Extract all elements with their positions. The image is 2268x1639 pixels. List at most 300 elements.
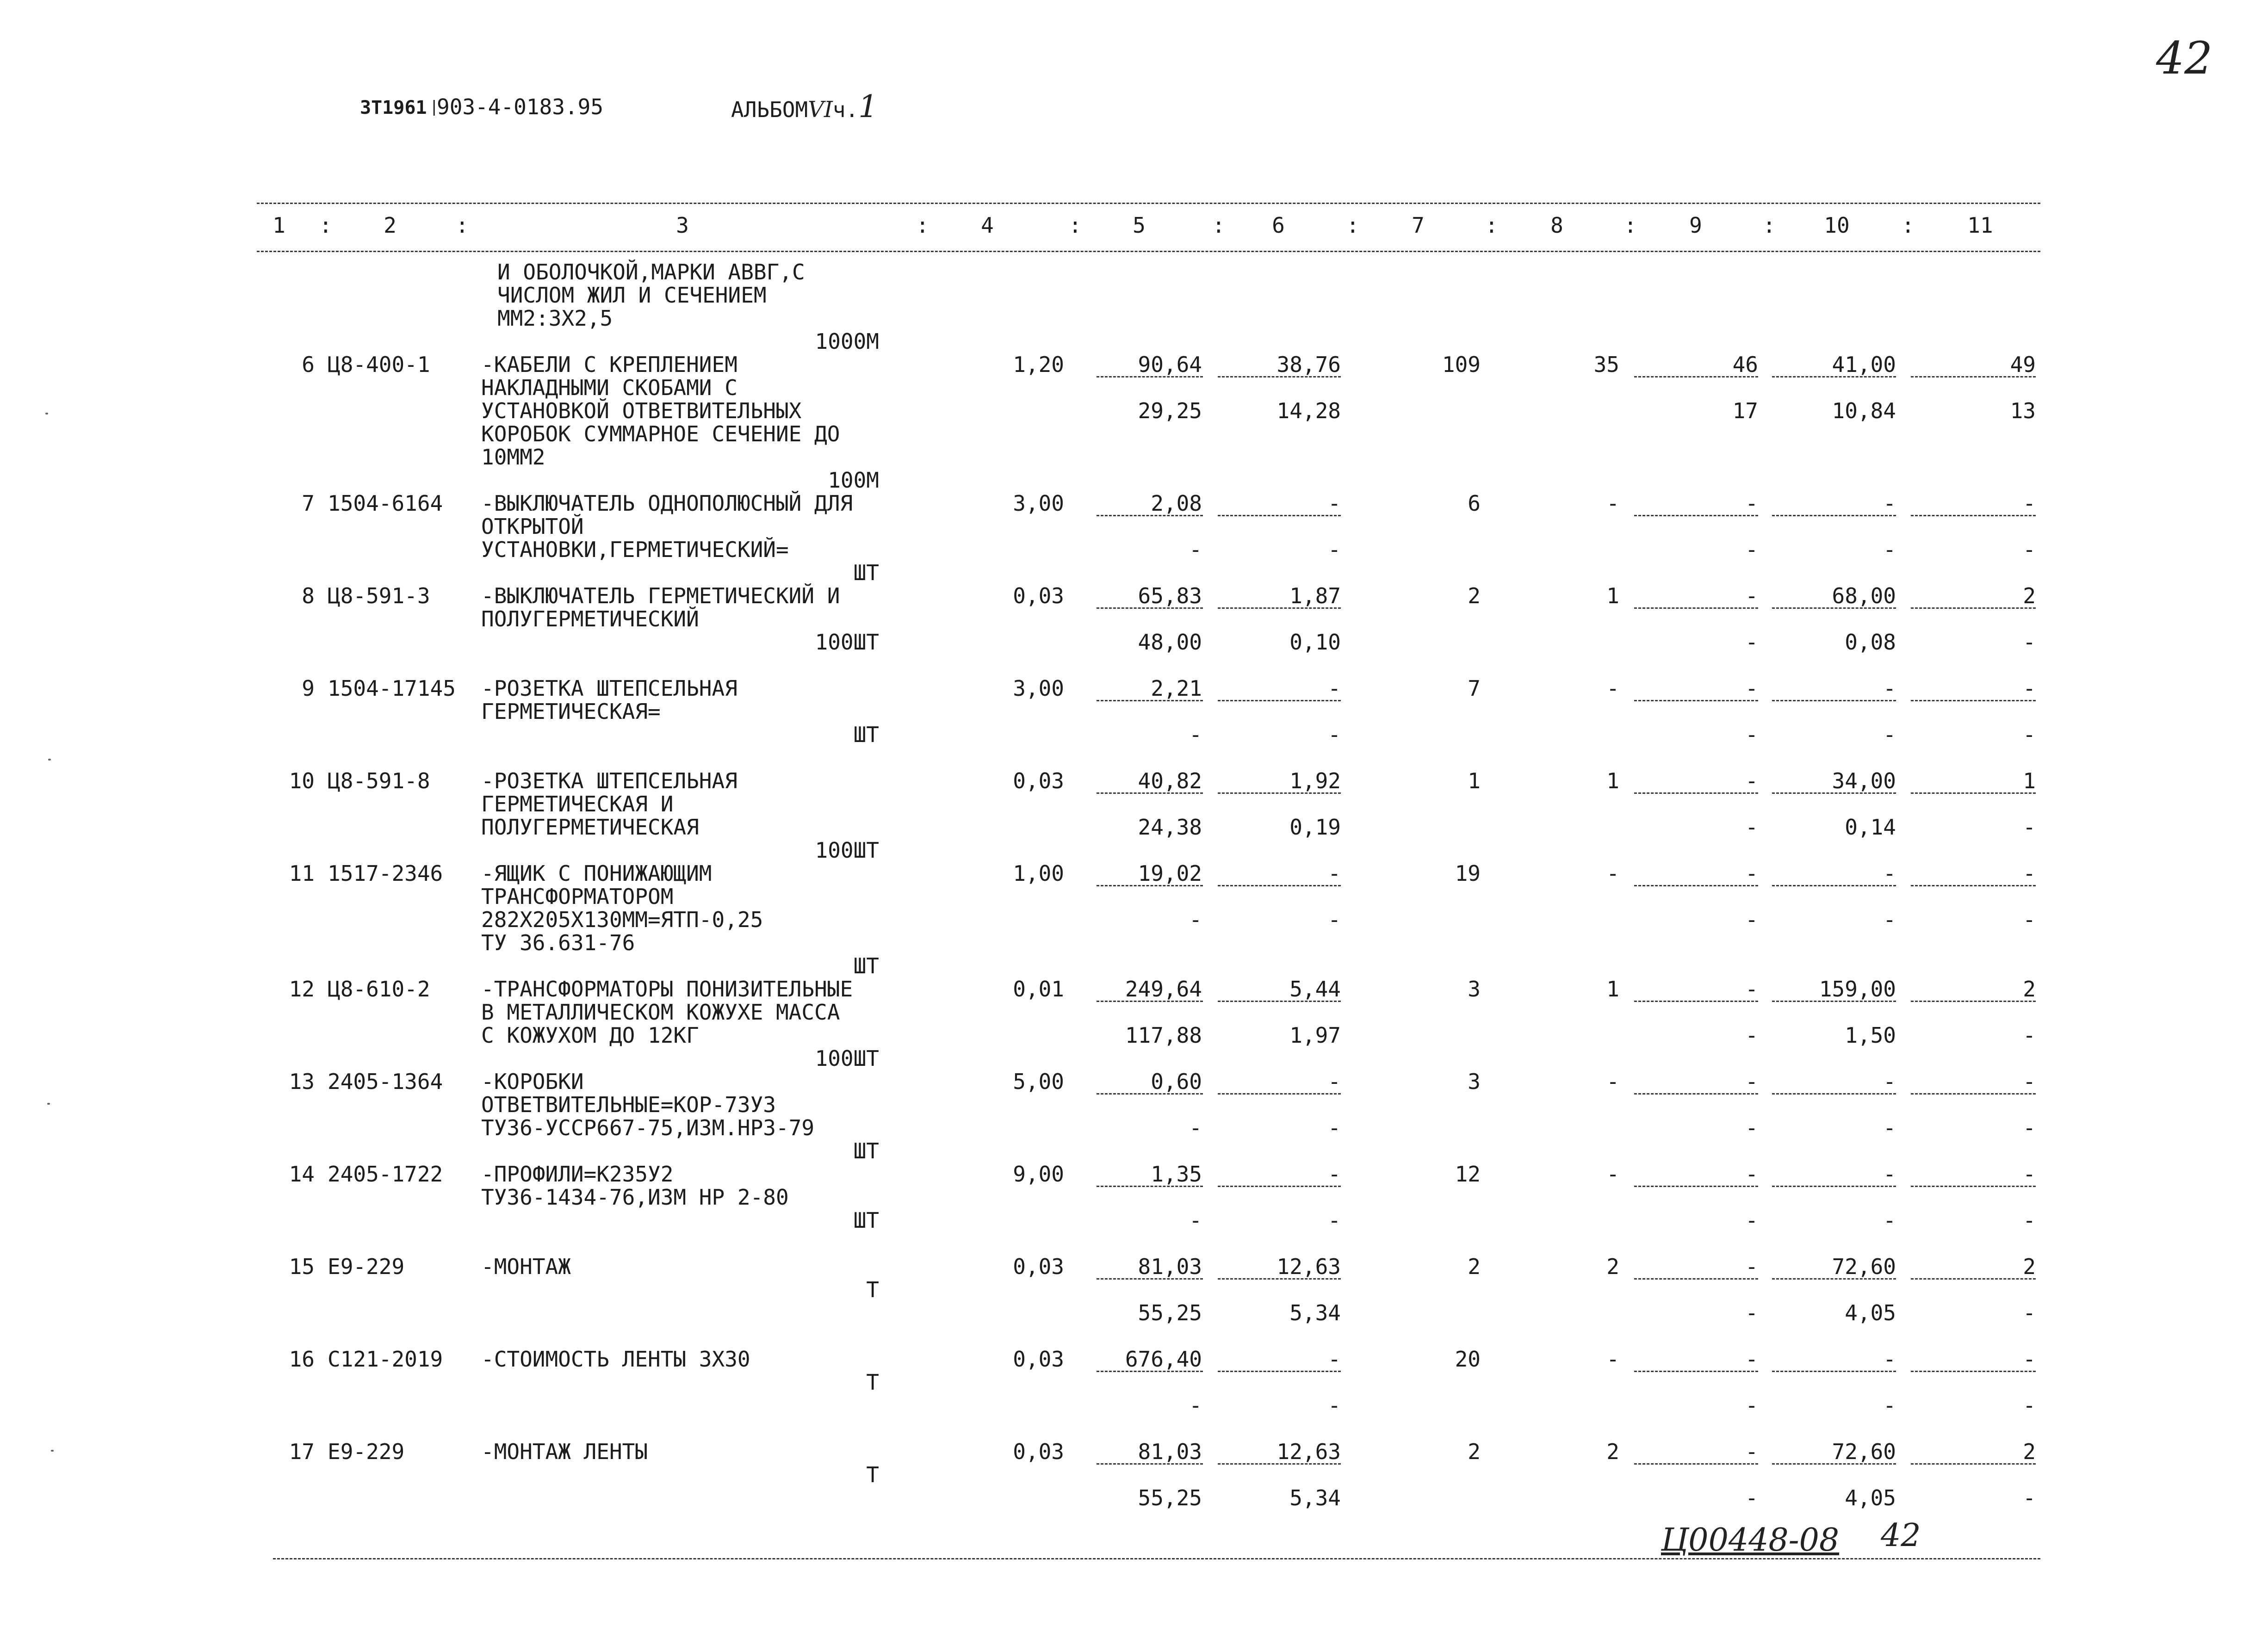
col9-bottom: -	[1745, 1023, 1758, 1048]
col9-top: -	[1745, 1069, 1758, 1094]
col11-top: -	[2023, 676, 2036, 701]
col8-value: -	[1606, 861, 1619, 886]
cell-separator-rule	[1772, 515, 1896, 516]
cell-separator-rule	[1218, 515, 1341, 516]
row-code: Ц8-400-1	[328, 352, 430, 377]
cell-separator-rule	[1097, 700, 1203, 701]
stamp-separator: |	[429, 98, 439, 116]
col9-bottom: -	[1745, 537, 1758, 562]
col10-bottom: 1,50	[1845, 1023, 1896, 1048]
col11-top: -	[2023, 1069, 2036, 1094]
cell-separator-rule	[1218, 700, 1341, 701]
col10-top: -	[1883, 1069, 1896, 1094]
col6-top: -	[1328, 1069, 1341, 1094]
col5-top: 2,08	[1151, 491, 1202, 516]
col9-bottom: -	[1745, 1115, 1758, 1140]
row-code: 2405-1364	[328, 1069, 443, 1094]
row-unit: 100М	[828, 468, 879, 493]
col11-bottom: -	[2023, 1300, 2036, 1325]
col11-bottom: -	[2023, 1485, 2036, 1510]
cell-separator-rule	[1634, 515, 1758, 516]
col10-top: -	[1883, 1347, 1896, 1372]
col11-top: -	[2023, 861, 2036, 886]
row-description-line: -СТОИМОСТЬ ЛЕНТЫ 3Х30	[481, 1347, 750, 1372]
cell-separator-rule	[1772, 376, 1896, 377]
col7-value: 2	[1468, 1439, 1481, 1464]
col7-value: 109	[1442, 352, 1481, 377]
cell-separator-rule	[1218, 1371, 1341, 1372]
continuation-line: И ОБОЛОЧКОЙ,МАРКИ АВВГ,С	[497, 260, 805, 285]
col11-bottom: -	[2023, 722, 2036, 747]
col6-bottom: -	[1328, 1115, 1341, 1140]
continuation-unit: 1000М	[815, 329, 879, 354]
row-quantity: 0,03	[1013, 768, 1064, 793]
col6-bottom: -	[1328, 1208, 1341, 1233]
cell-separator-rule	[1772, 1371, 1896, 1372]
column-header-10: 10	[1824, 213, 1850, 238]
cell-separator-rule	[1634, 700, 1758, 701]
row-number: 6	[302, 352, 315, 377]
column-header-1: 1	[273, 213, 285, 238]
row-number: 7	[302, 491, 315, 516]
row-code: 1504-6164	[328, 491, 443, 516]
col8-value: -	[1606, 1162, 1619, 1187]
col7-value: 19	[1455, 861, 1481, 886]
cell-separator-rule	[1097, 1463, 1203, 1465]
row-number: 10	[289, 768, 315, 793]
cell-separator-rule	[1911, 885, 2036, 886]
cell-separator-rule	[1772, 1093, 1896, 1095]
col11-bottom: -	[2023, 1393, 2036, 1418]
row-unit: 100ШТ	[815, 838, 879, 863]
col8-value: 1	[1606, 583, 1619, 608]
row-description-line: ПОЛУГЕРМЕТИЧЕСКАЯ	[481, 815, 699, 840]
cell-separator-rule	[1097, 1278, 1203, 1280]
column-header-separator: :	[1346, 213, 1359, 238]
col6-top: 1,87	[1289, 583, 1341, 608]
cell-separator-rule	[1634, 1278, 1758, 1280]
row-unit: ШТ	[853, 953, 879, 978]
cell-separator-rule	[1218, 1093, 1341, 1095]
col10-top: 159,00	[1819, 977, 1896, 1002]
row-quantity: 1,20	[1013, 352, 1064, 377]
col5-bottom: -	[1189, 1115, 1202, 1140]
row-unit: Т	[866, 1370, 879, 1395]
col9-top: -	[1745, 676, 1758, 701]
cell-separator-rule	[1634, 607, 1758, 609]
continuation-line: ММ2:3Х2,5	[497, 306, 613, 331]
row-description-line: ПОЛУГЕРМЕТИЧЕСКИЙ	[481, 606, 699, 631]
album-label	[731, 89, 878, 124]
col6-top: -	[1328, 1347, 1341, 1372]
album-part-number: 1	[858, 89, 878, 124]
cell-separator-rule	[1911, 607, 2036, 609]
column-header-7: 7	[1412, 213, 1425, 238]
col11-top: 2	[2023, 1439, 2036, 1464]
table-header-rule	[257, 251, 2040, 252]
col8-value: -	[1606, 1347, 1619, 1372]
footer-page-number: 42	[1881, 1517, 1921, 1554]
row-quantity: 3,00	[1013, 676, 1064, 701]
col10-top: 68,00	[1832, 583, 1896, 608]
cell-separator-rule	[1772, 885, 1896, 886]
row-unit: ШТ	[853, 722, 879, 747]
album-roman: VI	[808, 97, 833, 123]
col5-bottom: -	[1189, 907, 1202, 932]
col6-bottom: 5,34	[1289, 1300, 1341, 1325]
row-description-line: КОРОБОК СУММАРНОЕ СЕЧЕНИЕ ДО	[481, 421, 840, 446]
column-header-separator: :	[1763, 213, 1776, 238]
col10-bottom: -	[1883, 1115, 1896, 1140]
row-description-line: ТУ36-1434-76,ИЗМ НР 2-80	[481, 1185, 789, 1210]
cell-separator-rule	[1911, 1093, 2036, 1095]
row-description-line: НАКЛАДНЫМИ СКОБАМИ С	[481, 375, 737, 400]
col11-bottom: -	[2023, 1115, 2036, 1140]
col7-value: 7	[1468, 676, 1481, 701]
col6-top: -	[1328, 861, 1341, 886]
row-number: 11	[289, 861, 315, 886]
scan-speck	[48, 759, 51, 761]
cell-separator-rule	[1772, 700, 1896, 701]
col6-bottom: 0,10	[1289, 630, 1341, 655]
column-header-8: 8	[1550, 213, 1563, 238]
scan-speck	[47, 1103, 50, 1105]
col8-value: 2	[1606, 1439, 1619, 1464]
col9-bottom: -	[1745, 1393, 1758, 1418]
column-header-separator: :	[1485, 213, 1498, 238]
col7-value: 2	[1468, 1254, 1481, 1279]
column-header-separator: :	[1624, 213, 1637, 238]
row-code: 1504-17145	[328, 676, 456, 701]
col9-bottom: -	[1745, 907, 1758, 932]
column-header-3: 3	[676, 213, 689, 238]
col5-top: 65,83	[1138, 583, 1202, 608]
col9-top: -	[1745, 1254, 1758, 1279]
col5-top: 676,40	[1125, 1347, 1202, 1372]
cell-separator-rule	[1097, 515, 1203, 516]
row-code: 1517-2346	[328, 861, 443, 886]
col6-bottom: -	[1328, 907, 1341, 932]
col9-top: -	[1745, 583, 1758, 608]
cell-separator-rule	[1911, 376, 2036, 377]
col11-top: -	[2023, 491, 2036, 516]
row-description-line: ОТВЕТВИТЕЛЬНЫЕ=КОР-73У3	[481, 1092, 776, 1117]
cell-separator-rule	[1218, 885, 1341, 886]
column-header-separator: :	[1069, 213, 1082, 238]
col10-bottom: 4,05	[1845, 1300, 1896, 1325]
col9-bottom: -	[1745, 1485, 1758, 1510]
col5-bottom: 117,88	[1125, 1023, 1202, 1048]
scan-speck	[51, 1450, 54, 1452]
col5-top: 2,21	[1151, 676, 1202, 701]
cell-separator-rule	[1218, 792, 1341, 794]
col11-top: 2	[2023, 1254, 2036, 1279]
col5-bottom: -	[1189, 1393, 1202, 1418]
column-header-separator: :	[319, 213, 332, 238]
cell-separator-rule	[1097, 1186, 1203, 1187]
column-header-separator: :	[1902, 213, 1915, 238]
col5-bottom: -	[1189, 1208, 1202, 1233]
cell-separator-rule	[1911, 1001, 2036, 1002]
doc-number: 903-4-0183.95	[437, 94, 604, 119]
row-description-line: -РОЗЕТКА ШТЕПСЕЛЬНАЯ	[481, 768, 737, 793]
col11-top: 2	[2023, 977, 2036, 1002]
row-unit: 100ШТ	[815, 630, 879, 655]
cell-separator-rule	[1097, 1371, 1203, 1372]
col10-top: -	[1883, 861, 1896, 886]
col11-bottom: -	[2023, 815, 2036, 840]
row-code: 2405-1722	[328, 1162, 443, 1187]
col7-value: 12	[1455, 1162, 1481, 1187]
cell-separator-rule	[1772, 607, 1896, 609]
col11-top: -	[2023, 1347, 2036, 1372]
row-code: Ц8-591-3	[328, 583, 430, 608]
album-prefix: АЛЬБОМ	[731, 97, 808, 122]
cell-separator-rule	[1772, 1463, 1896, 1465]
cell-separator-rule	[1634, 885, 1758, 886]
col9-top: -	[1745, 1162, 1758, 1187]
col9-bottom: 17	[1732, 398, 1758, 423]
col9-top: -	[1745, 861, 1758, 886]
row-description-line: В МЕТАЛЛИЧЕСКОМ КОЖУХЕ МАССА	[481, 1000, 840, 1025]
col8-value: 2	[1606, 1254, 1619, 1279]
col6-bottom: 5,34	[1289, 1485, 1341, 1510]
cell-separator-rule	[1911, 1278, 2036, 1280]
row-description-line: -КОРОБКИ	[481, 1069, 584, 1094]
col5-top: 1,35	[1151, 1162, 1202, 1187]
row-quantity: 1,00	[1013, 861, 1064, 886]
row-description-line: -ЯЩИК С ПОНИЖАЮЩИМ	[481, 861, 712, 886]
row-unit: ШТ	[853, 560, 879, 585]
col9-bottom: -	[1745, 630, 1758, 655]
col10-bottom: -	[1883, 907, 1896, 932]
row-code: С121-2019	[328, 1347, 443, 1372]
row-description-line: С КОЖУХОМ ДО 12КГ	[481, 1023, 699, 1048]
row-description-line: ТРАНСФОРМАТОРОМ	[481, 884, 674, 909]
col11-bottom: -	[2023, 1023, 2036, 1048]
col10-bottom: -	[1883, 537, 1896, 562]
row-unit: Т	[866, 1277, 879, 1302]
row-quantity: 5,00	[1013, 1069, 1064, 1094]
col5-bottom: 55,25	[1138, 1485, 1202, 1510]
col11-bottom: -	[2023, 907, 2036, 932]
row-description-line: ТУ36-УССР667-75,ИЗМ.НР3-79	[481, 1115, 815, 1140]
col11-top: 49	[2010, 352, 2036, 377]
cell-separator-rule	[1218, 376, 1341, 377]
col9-bottom: -	[1745, 1208, 1758, 1233]
row-number: 14	[289, 1162, 315, 1187]
col10-top: 34,00	[1832, 768, 1896, 793]
col11-top: -	[2023, 1162, 2036, 1187]
cell-separator-rule	[1911, 1186, 2036, 1187]
col10-top: -	[1883, 491, 1896, 516]
row-description-line: ГЕРМЕТИЧЕСКАЯ=	[481, 699, 661, 724]
col9-top: 46	[1732, 352, 1758, 377]
col5-top: 19,02	[1138, 861, 1202, 886]
row-code: Е9-229	[328, 1254, 405, 1279]
row-unit: Т	[866, 1462, 879, 1487]
row-description-line: ОТКРЫТОЙ	[481, 514, 584, 539]
row-quantity: 9,00	[1013, 1162, 1064, 1187]
col7-value: 3	[1468, 1069, 1481, 1094]
col6-top: -	[1328, 491, 1341, 516]
row-number: 12	[289, 977, 315, 1002]
col6-top: 12,63	[1277, 1254, 1341, 1279]
col8-value: -	[1606, 676, 1619, 701]
row-description-line: -ПРОФИЛИ=К235У2	[481, 1162, 674, 1187]
row-code: Ц8-610-2	[328, 977, 430, 1002]
col10-top: -	[1883, 1162, 1896, 1187]
col10-top: -	[1883, 676, 1896, 701]
col11-top: 2	[2023, 583, 2036, 608]
col6-bottom: 14,28	[1277, 398, 1341, 423]
col11-top: 1	[2023, 768, 2036, 793]
continuation-line: ЧИСЛОМ ЖИЛ И СЕЧЕНИЕМ	[497, 283, 767, 308]
col10-bottom: 10,84	[1832, 398, 1896, 423]
row-unit: ШТ	[853, 1208, 879, 1233]
cell-separator-rule	[1911, 1371, 2036, 1372]
col6-bottom: -	[1328, 722, 1341, 747]
row-number: 13	[289, 1069, 315, 1094]
col11-bottom: 13	[2010, 398, 2036, 423]
row-unit: ШТ	[853, 1138, 879, 1163]
col5-bottom: -	[1189, 722, 1202, 747]
cell-separator-rule	[1911, 515, 2036, 516]
col8-value: -	[1606, 491, 1619, 516]
column-header-separator: :	[1212, 213, 1225, 238]
col10-top: 72,60	[1832, 1439, 1896, 1464]
column-header-separator: :	[916, 213, 929, 238]
row-description-line: -ТРАНСФОРМАТОРЫ ПОНИЗИТЕЛЬНЫЕ	[481, 977, 853, 1002]
col5-top: 81,03	[1138, 1439, 1202, 1464]
col5-top: 40,82	[1138, 768, 1202, 793]
col6-bottom: 0,19	[1289, 815, 1341, 840]
cell-separator-rule	[1772, 1278, 1896, 1280]
cell-separator-rule	[1634, 1371, 1758, 1372]
cell-separator-rule	[1911, 792, 2036, 794]
row-quantity: 0,01	[1013, 977, 1064, 1002]
cell-separator-rule	[1911, 1463, 2036, 1465]
stamp-text: ЗТ1961	[360, 97, 427, 118]
col10-top: 41,00	[1832, 352, 1896, 377]
column-header-11: 11	[1967, 213, 1993, 238]
cell-separator-rule	[1634, 376, 1758, 377]
table-top-rule	[257, 203, 2040, 204]
col6-bottom: -	[1328, 537, 1341, 562]
column-header-6: 6	[1272, 213, 1285, 238]
col9-bottom: -	[1745, 815, 1758, 840]
col6-bottom: -	[1328, 1393, 1341, 1418]
cell-separator-rule	[1097, 607, 1203, 609]
cell-separator-rule	[1218, 1278, 1341, 1280]
col9-bottom: -	[1745, 1300, 1758, 1325]
column-header-2: 2	[384, 213, 397, 238]
row-description-line: -МОНТАЖ	[481, 1254, 571, 1279]
col9-top: -	[1745, 977, 1758, 1002]
row-description-line: -РОЗЕТКА ШТЕПСЕЛЬНАЯ	[481, 676, 737, 701]
cell-separator-rule	[1097, 1093, 1203, 1095]
col9-top: -	[1745, 1439, 1758, 1464]
row-number: 8	[302, 583, 315, 608]
cell-separator-rule	[1772, 792, 1896, 794]
row-description-line: -ВЫКЛЮЧАТЕЛЬ ОДНОПОЛЮСНЫЙ ДЛЯ	[481, 491, 853, 516]
row-number: 17	[289, 1439, 315, 1464]
col7-value: 1	[1468, 768, 1481, 793]
column-header-4: 4	[981, 213, 994, 238]
col5-bottom: -	[1189, 537, 1202, 562]
cell-separator-rule	[1911, 700, 2036, 701]
column-header-9: 9	[1689, 213, 1702, 238]
row-quantity: 0,03	[1013, 1254, 1064, 1279]
col5-bottom: 55,25	[1138, 1300, 1202, 1325]
column-header-separator: :	[456, 213, 469, 238]
col10-bottom: -	[1883, 722, 1896, 747]
column-header-5: 5	[1133, 213, 1146, 238]
row-code: Ц8-591-8	[328, 768, 430, 793]
col6-bottom: 1,97	[1289, 1023, 1341, 1048]
row-description-line: ТУ 36.631-76	[481, 930, 635, 955]
row-quantity: 3,00	[1013, 491, 1064, 516]
col9-bottom: -	[1745, 722, 1758, 747]
col10-bottom: 4,05	[1845, 1485, 1896, 1510]
scan-speck	[45, 413, 48, 414]
col6-top: -	[1328, 1162, 1341, 1187]
col6-top: 12,63	[1277, 1439, 1341, 1464]
cell-separator-rule	[1097, 376, 1203, 377]
row-description-line: -ВЫКЛЮЧАТЕЛЬ ГЕРМЕТИЧЕСКИЙ И	[481, 583, 840, 608]
col5-bottom: 29,25	[1138, 398, 1202, 423]
row-unit: 100ШТ	[815, 1046, 879, 1071]
col5-top: 249,64	[1125, 977, 1202, 1002]
col10-bottom: -	[1883, 1208, 1896, 1233]
col8-value: 35	[1593, 352, 1619, 377]
album-part: ч.	[832, 97, 859, 122]
cell-separator-rule	[1218, 1463, 1341, 1465]
col10-top: 72,60	[1832, 1254, 1896, 1279]
cell-separator-rule	[1218, 1001, 1341, 1002]
col6-top: -	[1328, 676, 1341, 701]
col9-top: -	[1745, 491, 1758, 516]
col6-top: 1,92	[1289, 768, 1341, 793]
row-description-line: 10ММ2	[481, 445, 545, 470]
page-mark: 42	[2156, 32, 2213, 84]
cell-separator-rule	[1634, 1186, 1758, 1187]
cell-separator-rule	[1772, 1001, 1896, 1002]
col5-top: 81,03	[1138, 1254, 1202, 1279]
row-number: 9	[302, 676, 315, 701]
row-description-line: ГЕРМЕТИЧЕСКАЯ И	[481, 792, 674, 816]
col5-bottom: 24,38	[1138, 815, 1202, 840]
col7-value: 6	[1468, 491, 1481, 516]
cell-separator-rule	[1634, 1093, 1758, 1095]
cell-separator-rule	[1097, 885, 1203, 886]
col9-top: -	[1745, 768, 1758, 793]
col7-value: 3	[1468, 977, 1481, 1002]
col9-top: -	[1745, 1347, 1758, 1372]
cell-separator-rule	[1634, 1001, 1758, 1002]
row-code: Е9-229	[328, 1439, 405, 1464]
col10-bottom: 0,08	[1845, 630, 1896, 655]
col11-bottom: -	[2023, 1208, 2036, 1233]
row-description-line: УСТАНОВКОЙ ОТВЕТВИТЕЛЬНЫХ	[481, 398, 802, 423]
row-quantity: 0,03	[1013, 583, 1064, 608]
col6-top: 5,44	[1289, 977, 1341, 1002]
col10-bottom: -	[1883, 1393, 1896, 1418]
col5-bottom: 48,00	[1138, 630, 1202, 655]
row-quantity: 0,03	[1013, 1439, 1064, 1464]
col11-bottom: -	[2023, 630, 2036, 655]
cell-separator-rule	[1097, 1001, 1203, 1002]
